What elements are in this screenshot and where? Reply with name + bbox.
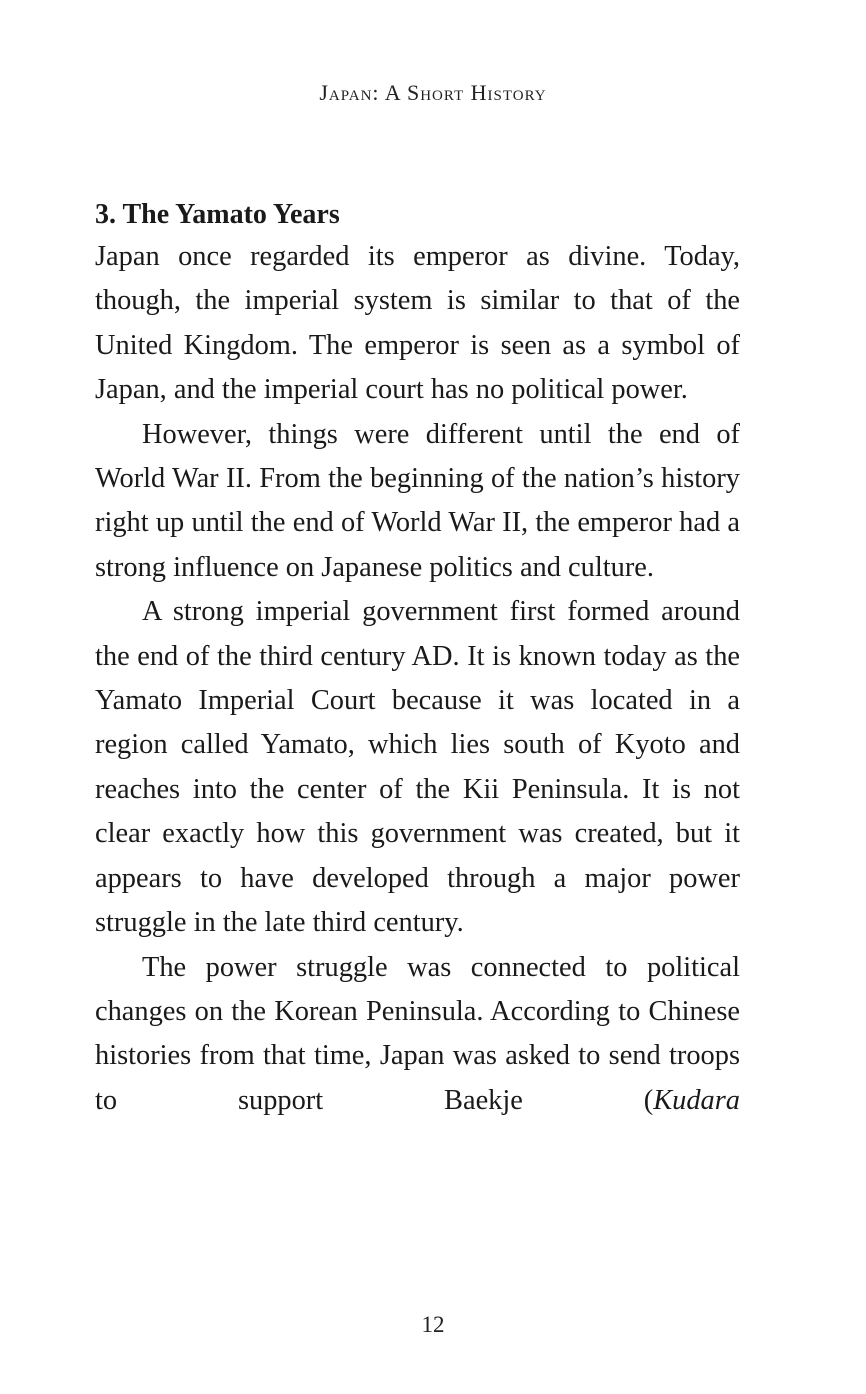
paragraph-4-text: The power struggle was connected to political changes on the Korean Peninsula. According to Chinese histories from that time, Japan was asked to send troops to support Baekje (	[95, 951, 740, 1116]
running-header: Japan: A Short History	[319, 80, 547, 105]
page-body	[95, 195, 740, 1123]
chapter-title: 3. The Yamato Years	[95, 199, 340, 230]
paragraph-4-italic-term: Kudara	[653, 1084, 740, 1116]
paragraph-2: However, things were different until the end of World War II. From the beginning of the nation’s history right up until the end of World War II, the emperor had a strong influence on Japanese politics and culture.	[95, 418, 740, 583]
page-number: 12	[421, 1312, 445, 1337]
paragraph-3: A strong imperial government first formed around the end of the third century AD. It is known today as the Yamato Imperial Court because it was located in a region called Yamato, which lies south of Kyoto and reaches into the center of the Kii Peninsula. It is not clear exactly how this government was created, but it appears to have developed through a major power struggle in the late third century.	[95, 596, 740, 939]
paragraph-1: Japan once regarded its emperor as divine. Today, though, the imperial system is similar to that of the United Kingdom. The emperor is seen as a symbol of Japan, and the imperial court has no political power.	[95, 241, 740, 406]
paragraph-4	[95, 946, 740, 1124]
